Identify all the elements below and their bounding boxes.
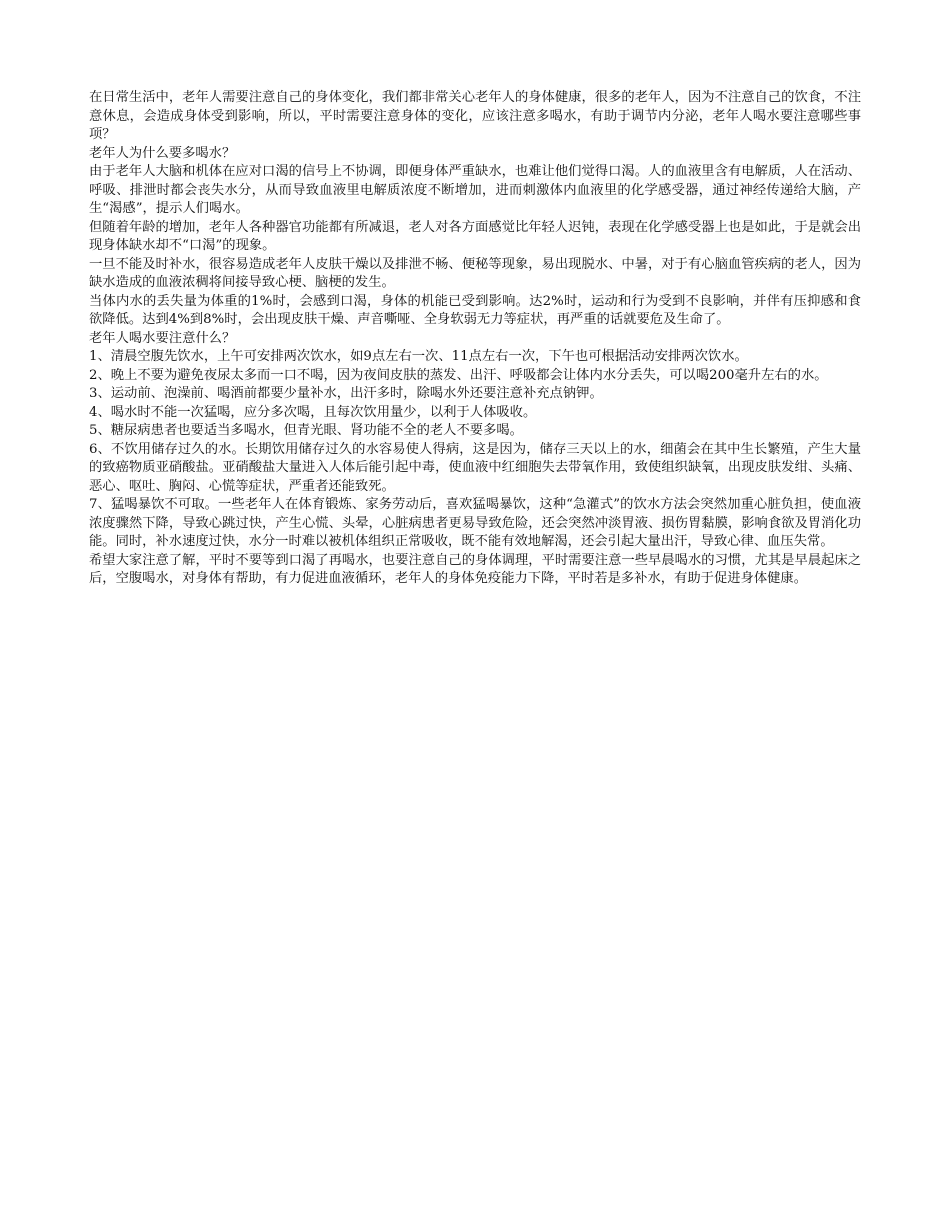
why-paragraph-1: 由于老年人大脑和机体在应对口渴的信号上不协调，即便身体严重缺水，也难让他们觉得口渴。人的血液里含有电解质，人在活动、呼吸、排泄时都会丧失水分，从而导致血液里电解质浓度不断增加，进而刺激体内血液里的化学感受器，通过神经传递给大脑，产生“渴感”，提示人们喝水。 xyxy=(89,164,861,216)
section-heading-why-drink: 老年人为什么要多喝水？ xyxy=(89,145,236,161)
precaution-item-3: 3、运动前、泡澡前、喝酒前都要少量补水，出汗多时，除喝水外还要注意补充点钠钾。 xyxy=(89,386,603,401)
conclusion-paragraph: 希望大家注意了解，平时不要等到口渴了再喝水，也要注意自己的身体调理，平时需要注意一些早晨喝水的习惯，尤其是早晨起床之后，空腹喝水，对身体有帮助，有力促进血液循环，老年人的身体免疫能力下降，平时若是多补水，有助于促进身体健康。 xyxy=(89,552,861,586)
section-heading-precautions: 老年人喝水要注意什么？ xyxy=(89,330,236,346)
precaution-item-4: 4、喝水时不能一次猛喝，应分多次喝，且每次饮用量少，以利于人体吸收。 xyxy=(89,404,537,420)
intro-paragraph: 在日常生活中，老年人需要注意自己的身体变化，我们都非常关心老年人的身体健康，很多的老年人，因为不注意自己的饮食，不注意休息，会造成身体受到影响，所以，平时需要注意身体的变化，应该注意多喝水，有助于调节内分泌，老年人喝水要注意哪些事项？ xyxy=(89,90,861,142)
why-paragraph-2: 但随着年龄的增加，老年人各种器官功能都有所减退，老人对各方面感觉比年轻人迟钝，表现在化学感受器上也是如此，于是就会出现身体缺水却不“口渴”的现象。 xyxy=(89,219,861,253)
precaution-item-2: 2、晚上不要为避免夜尿太多而一口不喝，因为夜间皮肤的蒸发、出汗、呼吸都会让体内水分丢失，可以喝200毫升左右的水。 xyxy=(89,367,828,383)
precaution-item-5: 5、糖尿病患者也要适当多喝水，但青光眼、肾功能不全的老人不要多喝。 xyxy=(89,423,523,438)
precaution-item-7: 7、猛喝暴饮不可取。一些老年人在体育锻炼、家务劳动后，喜欢猛喝暴饮，这种“急灌式”的饮水方法会突然加重心脏负担，使血液浓度骤然下降，导致心跳过快，产生心慌、头晕，心脏病患者更易导致危险，还会突然冲淡胃液、损伤胃黏膜，影响食欲及胃消化功能。同时，补水速度过快，水分一时难以被机体组织正常吸收，既不能有效地解渴，还会引起大量出汗，导致心律、血压失常。 xyxy=(89,497,861,549)
precaution-item-6: 6、不饮用储存过久的水。长期饮用储存过久的水容易使人得病，这是因为，储存三天以上的水，细菌会在其中生长繁殖，产生大量的致癌物质亚硝酸盐。亚硝酸盐大量进入人体后能引起中毒，使血液中红细胞失去带氧作用，致使组织缺氧，出现皮肤发绀、头痛、恶心、呕吐、胸闷、心慌等症状，严重者还能致死。 xyxy=(89,441,861,494)
why-paragraph-3: 一旦不能及时补水，很容易造成老年人皮肤干燥以及排泄不畅、便秘等现象，易出现脱水、中暑，对于有心脑血管疾病的老人，因为缺水造成的血液浓稠将间接导致心梗、脑梗的发生。 xyxy=(89,256,861,290)
precaution-item-1: 1、清晨空腹先饮水，上午可安排两次饮水，如9点左右一次、11点左右一次，下午也可根据活动安排两次饮水。 xyxy=(89,349,748,364)
document-body xyxy=(89,89,861,589)
why-paragraph-4: 当体内水的丢失量为体重的1%时，会感到口渴，身体的机能已受到影响。达2%时，运动和行为受到不良影响，并伴有压抑感和食欲降低。达到4%到8%时，会出现皮肤干燥、声音嘶哑、全身软弱无力等症状，再严重的话就要危及生命了。 xyxy=(89,293,861,327)
